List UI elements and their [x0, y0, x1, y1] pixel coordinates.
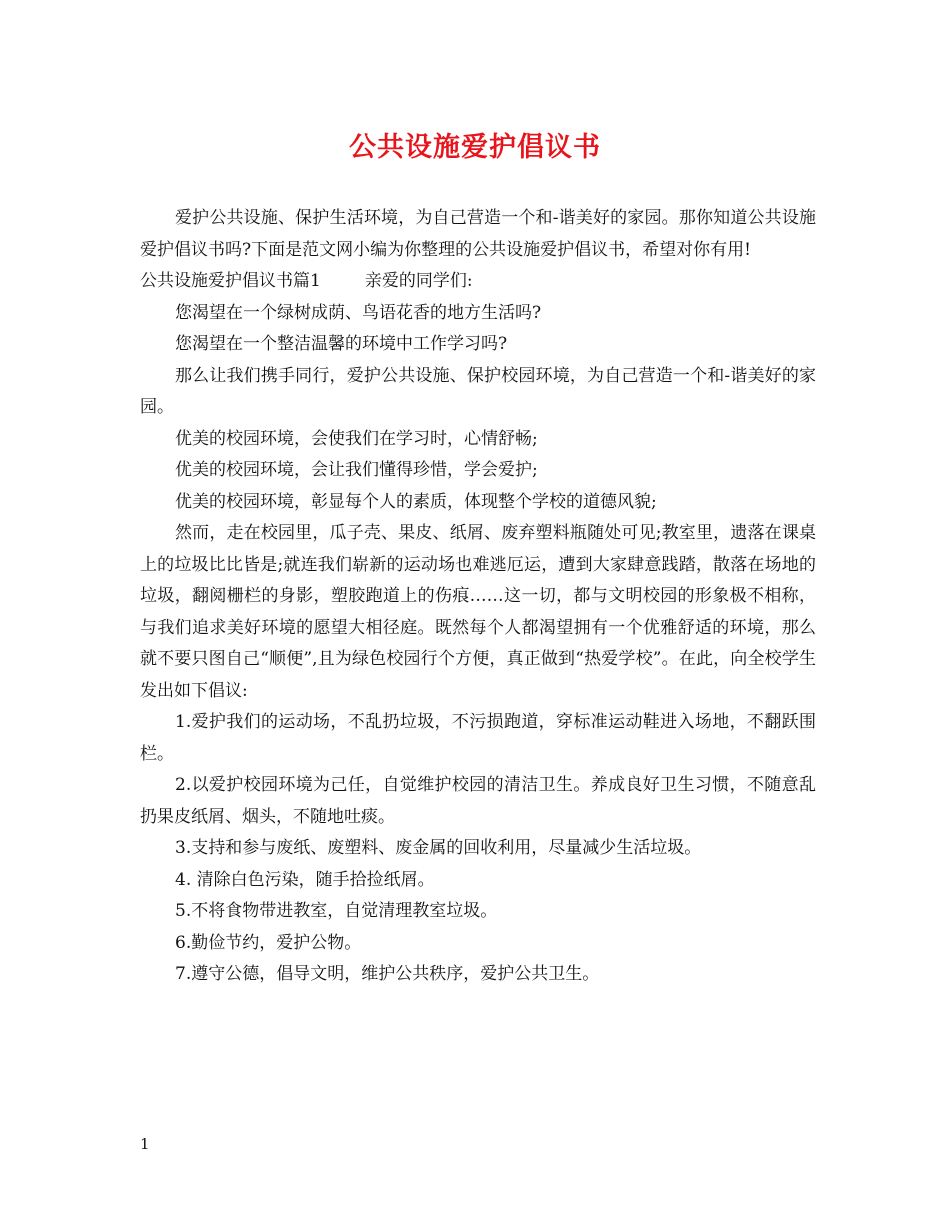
proposal-item: 4. 清除白色污染，随手拾捡纸屑。	[175, 869, 435, 890]
section-heading-line	[140, 266, 816, 298]
document-body	[140, 203, 816, 991]
body-paragraph: 然而，走在校园里，瓜子壳、果皮、纸屑、废弃塑料瓶随处可见;教室里，遗落在课桌上的垃圾比比皆是;就连我们崭新的运动场也难逃厄运，遭到大家肆意践踏，散落在场地的垃圾，翻阅栅栏的身影，塑胶跑道上的伤痕……这一切，都与文明校园的形象极不相称，与我们追求美好环境的愿望大相径庭。既然每个人都渴望拥有一个优雅舒适的环境，那么就不要只图自己“顺便”,且为绿色校园行个方便，真正做到“热爱学校”。在此，向全校学生发出如下倡议:	[140, 523, 816, 701]
body-paragraph: 优美的校园环境，会使我们在学习时，心情舒畅;	[175, 428, 538, 449]
proposal-item: 6.勤俭节约，爱护公物。	[175, 932, 362, 953]
greeting: 亲爱的同学们:	[364, 271, 473, 291]
body-paragraph: 优美的校园环境，彰显每个人的素质，体现整个学校的道德风貌;	[175, 491, 657, 512]
intro-paragraph: 爱护公共设施、保护生活环境，为自己营造一个和-谐美好的家园。那你知道公共设施爱护倡议书吗?下面是范文网小编为你整理的公共设施爱护倡议书，希望对你有用!	[140, 208, 816, 260]
proposal-item: 1.爱护我们的运动场，不乱扔垃圾，不污损跑道，穿标准运动鞋进入场地，不翻跃围栏。	[140, 712, 816, 764]
body-paragraph: 您渴望在一个绿树成荫、鸟语花香的地方生活吗?	[175, 302, 542, 323]
body-paragraph: 那么让我们携手同行，爱护公共设施、保护校园环境，为自己营造一个和-谐美好的家园。	[140, 365, 816, 417]
body-paragraph: 优美的校园环境，会让我们懂得珍惜，学会爱护;	[175, 460, 538, 480]
document-title: 公共设施爱护倡议书	[349, 132, 601, 163]
page-number: 1	[140, 1135, 150, 1153]
proposal-item: 7.遵守公德，倡导文明，维护公共秩序，爱护公共卫生。	[175, 964, 600, 984]
body-paragraph: 您渴望在一个整洁温馨的环境中工作学习吗?	[175, 334, 508, 354]
section-label: 公共设施爱护倡议书篇1	[140, 271, 321, 291]
proposal-item: 5.不将食物带进教室，自觉清理教室垃圾。	[175, 901, 498, 921]
proposal-item: 2.以爱护校园环境为己任，自觉维护校园的清洁卫生。养成良好卫生习惯，不随意乱扔果皮纸屑、烟头，不随地吐痰。	[140, 775, 816, 827]
proposal-item: 3.支持和参与废纸、废塑料、废金属的回收利用，尽量减少生活垃圾。	[175, 838, 702, 858]
